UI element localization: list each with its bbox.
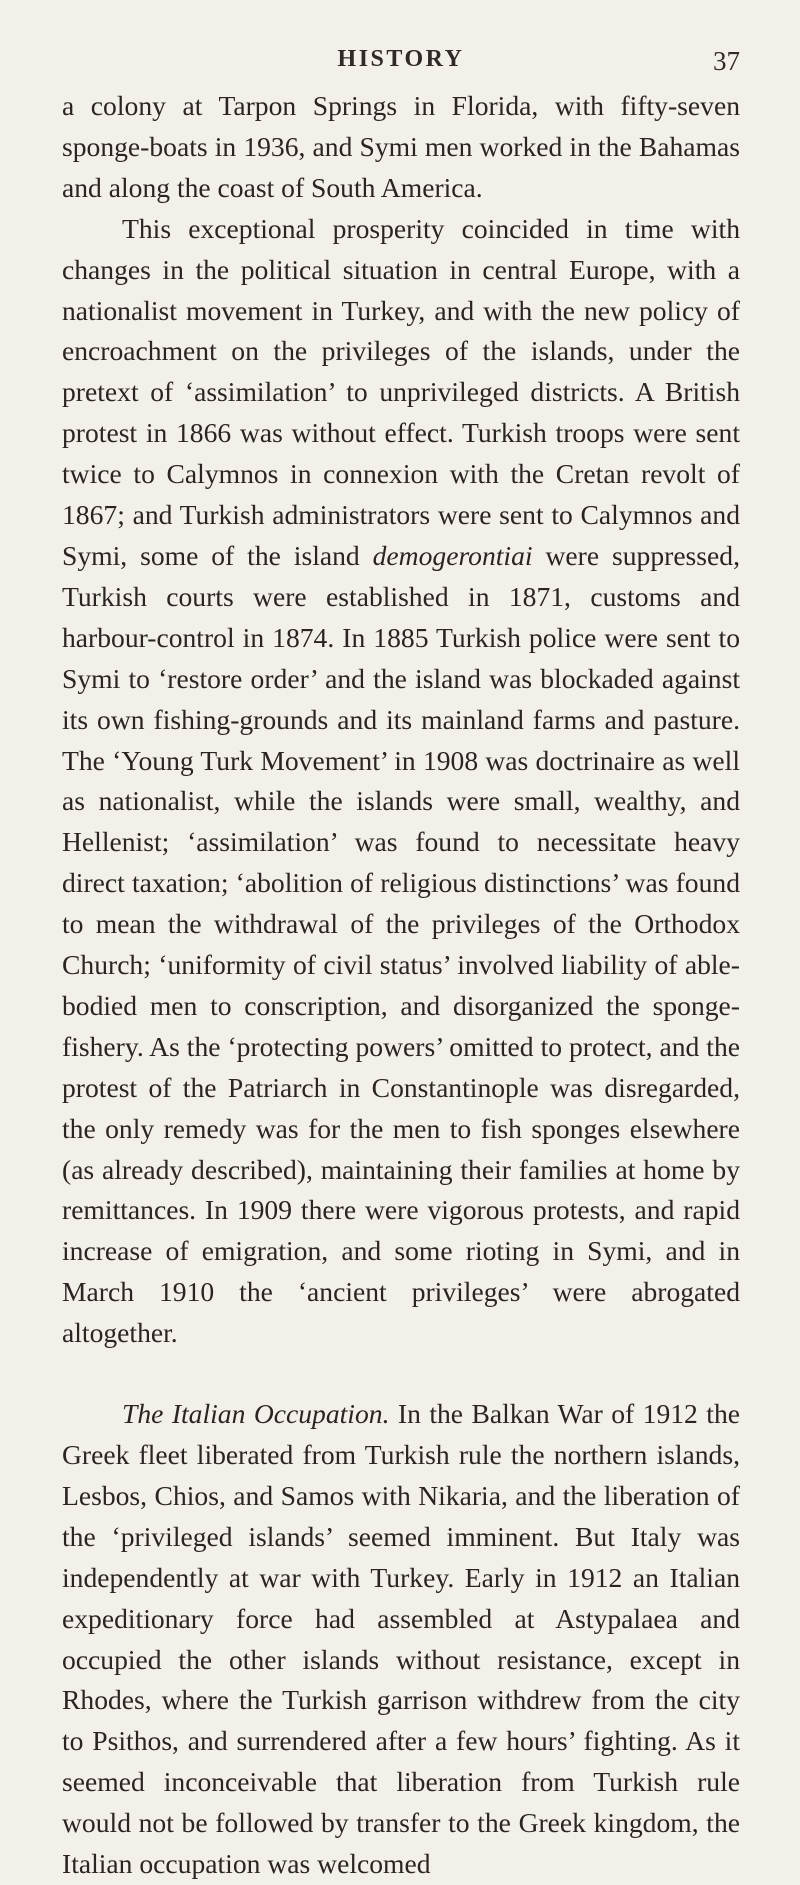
body-text	[62, 86, 740, 1885]
paragraph-1: a colony at Tarpon Springs in Florida, with fifty-seven sponge-boats in 1936, and Symi men worked in the Bahamas and along the coast of South America.	[62, 90, 740, 203]
paragraph-2-part-a: This exceptional prosperity coincided in time with changes in the political situation in central Europe, with a nationalist movement in Turkey, and with the new policy of encroachment on the privileges of the islands, under the pretext of ‘assimilation’ to unprivileged districts. A British protest in 1866 was without effect. Turkish troops were sent twice to Calymnos in connexion with the Cretan revolt of 1867; and Turkish administrators were sent to Calymnos and Symi, some of the island	[62, 212, 740, 571]
paragraph-2	[62, 209, 740, 1354]
paragraph-3	[62, 1394, 740, 1885]
italic-term-demogerontiai: demogerontiai	[372, 539, 533, 571]
paragraph-2-part-b: were suppressed, Turkish courts were established in 1871, customs and harbour-control in 1874. In 1885 Turkish police were sent to Symi to ‘restore order’ and the island was blockaded against its own fishing-grounds and its mainland farms and pasture. The ‘Young Turk Movement’ in 1908 was doctrinaire as well as nationalist, while the islands were small, wealthy, and Hellenist; ‘assimilation’ was found to necessitate heavy direct taxation; ‘abolition of religious distinctions’ was found to mean the withdrawal of the privileges of the Orthodox Church; ‘uniformity of civil status’ involved liability of able-bodied men to conscription, and disorganized the sponge-fishery. As the ‘protecting powers’ omitted to protect, and the protest of the Patriarch in Constantinople was disregarded, the only remedy was for the men to fish sponges elsewhere (as already described), maintaining their families at home by remittances. In 1909 there were vigorous protests, and rapid increase of emigration, and some rioting in Symi, and in March 1910 the ‘ancient privileges’ were abrogated altogether.	[62, 539, 740, 1349]
page-header	[62, 46, 740, 80]
page-number: 37	[713, 46, 740, 76]
paragraph-3-text: In the Balkan War of 1912 the Greek fleet liberated from Turkish rule the northern islands, Lesbos, Chios, and Samos with Nikaria, and the liberation of the ‘privileged islands’ seemed imminent. But Italy was independently at war with Turkey. Early in 1912 an Italian expeditionary force had assembled at Astypalaea and occupied the other islands without resistance, except in Rhodes, where the Turkish garrison withdrew from the city to Psithos, and surrendered after a few hours’ fighting. As it seemed inconceivable that liberation from Turkish rule would not be followed by transfer to the Greek kingdom, the Italian occupation was welcomed	[62, 1398, 740, 1880]
section-heading-italian-occupation: The Italian Occupation.	[122, 1398, 390, 1430]
running-head: HISTORY	[337, 46, 465, 72]
